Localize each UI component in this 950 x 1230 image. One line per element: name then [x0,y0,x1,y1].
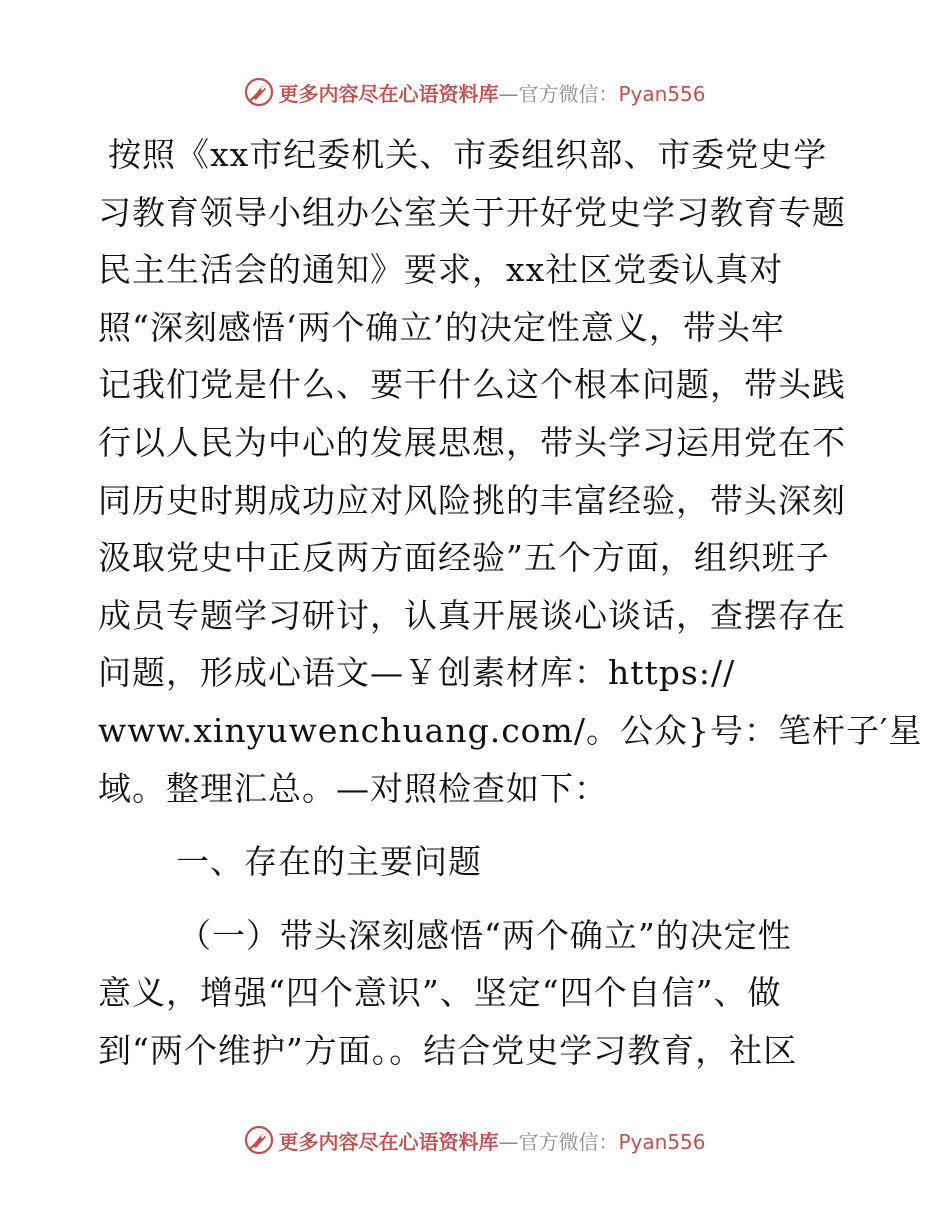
paragraph-line: 意义，增强“四个意识”、坚定“四个自信”、做 [98,973,782,1013]
paragraph-line: 照“深刻感悟‘两个确立’的决定性意义，带头牢 [98,307,785,347]
footer-banner [0,1120,950,1160]
pen-nib-logo-icon [244,1125,274,1155]
header-banner [0,72,950,112]
header-banner-text [278,78,705,107]
paragraph-line: 问题，形成心语文—￥创素材库：https:// [98,653,736,693]
banner-main-text: 更多内容尽在心语资料库 [278,81,499,106]
paragraph-1 [98,126,923,817]
paragraph-line: 汲取党史中正反两方面经验”五个方面，组织班子 [98,538,830,578]
paragraph-line: www.xinyuwenchuang.com/。公众}号：笔杆子′星 [98,710,923,750]
paragraph-line: 到“两个维护”方面。。结合党史学习教育，社区 [98,1030,798,1070]
banner-separator: — [498,81,519,106]
section-heading: 一、存在的主要问题 [176,842,482,882]
paragraph-line: 行以人民为中心的发展思想，带头学习运用党在不 [98,422,846,462]
paragraph-line: 记我们党是什么、要干什么这个根本问题，带头践 [98,365,846,405]
pen-nib-logo-icon [244,77,274,107]
paragraph-line: 民主生活会的通知》要求，xx社区党委认真对 [98,250,784,290]
paragraph-line: 按照《xx市纪委机关、市委组织部、市委党史学 [108,135,828,174]
paragraph-2 [98,907,858,1080]
paragraph-line: 成员专题学习研讨，认真开展谈心谈话，查摆存在 [98,595,846,635]
footer-banner-text [278,1126,705,1155]
paragraph-line: 域。整理汇总。—对照检查如下： [98,768,608,808]
banner-separator: — [498,1129,519,1154]
banner-wechat-id: Pyan556 [618,1129,706,1154]
paragraph-line: （一）带头深刻感悟“两个确立”的决定性 [178,915,792,955]
banner-label: 官方微信： [518,1129,619,1154]
banner-wechat-id: Pyan556 [618,81,706,106]
document-body [98,126,923,1080]
paragraph-line: 同历史时期成功应对风险挑的丰富经验，带头深刻 [98,480,846,520]
banner-label: 官方微信： [518,81,619,106]
banner-main-text: 更多内容尽在心语资料库 [278,1129,499,1154]
paragraph-line: 习教育领导小组办公室关于开好党史学习教育专题 [98,192,846,232]
